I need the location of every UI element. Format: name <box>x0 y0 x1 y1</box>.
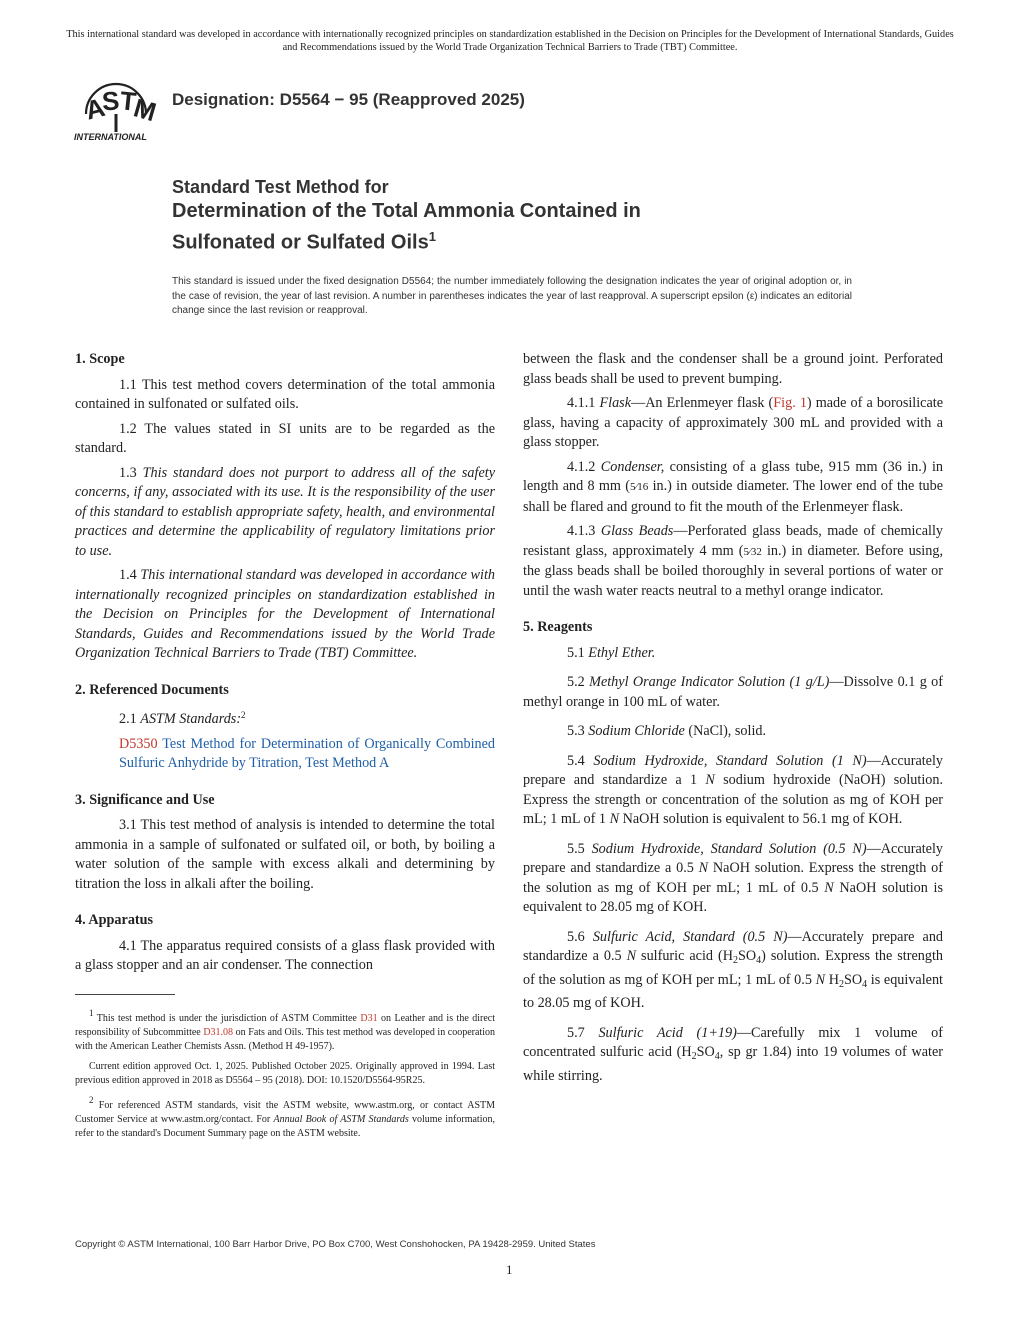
paragraph-1-3: 1.3 This standard does not purport to address all of the safety concerns, if any, associated with its use. It is the responsibility of the user of this standard to establish appropriate safety, health, and environmental practices and determine the applicability of regulatory limitations prior to use. <box>75 464 495 559</box>
subcommittee-d31-08-link[interactable]: D31.08 <box>203 1027 234 1039</box>
paragraph-5-1: 5.1 Ethyl Ether. <box>567 644 656 661</box>
paragraph-1-4: 1.4 This international standard was developed in accordance with internationally recognized principles on standardization established in the Decision on Principles for the Development of International Standards, Guides and Recommendations issued by the World Trade Organization Technical Barriers to Trade (TBT) Committee. <box>75 567 495 661</box>
paragraph-1-2: 1.2 The values stated in SI units are to be regarded as the standard. <box>75 420 495 456</box>
paragraph-4-1-3: 4.1.3 Glass Beads—Perforated glass beads, made of chemically resistant glass, approximately 4 mm (5⁄32 in.) in diameter. Before using, the glass beads shall be boiled thoroughly in several portions of water or until the wash water reacts neutral to a methyl orange indicator. <box>523 523 944 599</box>
paragraph-4-1-continued: between the flask and the condenser shall be a ground joint. Perforated glass beads shall be used to prevent bumping. <box>523 351 943 387</box>
d5350-link[interactable]: D5350 <box>119 735 158 752</box>
referenced-standard-d5350 <box>75 735 495 774</box>
paragraph-5-3: 5.3 Sodium Chloride (NaCl), solid. <box>567 723 767 739</box>
title-line-2: Determination of the Total Ammonia Contained in <box>172 200 641 222</box>
issued-note: This standard is issued under the fixed designation D5564; the number immediately following the designation indicates the year of original adoption or, in the case of revision, the year of last revision. A number in parentheses indicates the year of last reapproval. A superscript epsilon (ε) indicates an editorial change since the last revision or reapproval. <box>172 276 852 317</box>
paragraph-2-1: 2.1 ASTM Standards:$^2$ <box>119 710 246 727</box>
paragraph-5-4: 5.4 Sodium Hydroxide, Standard Solution (1 N)—Accurately prepare and standardize a 1 N sodium hydroxide (NaOH) solution. Express the strength or concentration of the solution as mg of KOH per mL; 1 mL of 1 N NaOH solution is equivalent to 56.1 mg of KOH. <box>523 752 944 827</box>
astm-logo-icon <box>72 74 164 146</box>
footnote-edition: Current edition approved Oct. 1, 2025. Published October 2025. Originally approved in 1994. Last previous edition approved in 2018 as D5564 – 95 (2018). DOI: 10.1520/D5564-95R25. <box>75 1060 495 1086</box>
title-line-1: Standard Test Method for <box>172 177 389 197</box>
committee-d31-link[interactable]: D31 <box>360 1013 378 1024</box>
section-heading-significance: 3. Significance and Use <box>75 791 215 808</box>
footnote-divider <box>75 994 175 995</box>
paragraph-5-7: 5.7 Sulfuric Acid (1+19)—Carefully mix 1 volume of concentrated sulfuric acid ($H_2SO_4$, sp gr 1.84) into 19 volumes of water while stirring. <box>523 1024 944 1084</box>
d5350-title-link[interactable]: Test Method for Determination of Organically Combined Sulfuric Anhydride by Titration, Test Method A <box>119 735 495 771</box>
figure-1-link[interactable]: Fig. 1 <box>773 395 807 411</box>
svg-text:M: M <box>130 92 160 128</box>
page-number: 1 <box>506 1262 513 1277</box>
international-standard-notice: This international standard was developed in accordance with internationally recognized principles on standardization established in the Decision on Principles for the Development of International Standards, Guides and Recommendations issued by the World Trade Organization Technical Barriers to Trade (TBT) Committee. <box>66 29 954 53</box>
paragraph-1-1: 1.1 This test method covers determination of the total ammonia contained in sulfonated or sulfated oils. <box>75 376 495 412</box>
paragraph-4-1: 4.1 The apparatus required consists of a glass flask provided with a glass stopper and an air condenser. The connection <box>75 937 495 973</box>
footnote-1: 1 This test method is under the jurisdiction of ASTM Committee D31 on Leather and is the direct responsibility of Subcommittee D31.08 on Fats and Oils. This test method was developed in cooperation with the American Leather Chemists Assn. (Method H 49-1957). <box>75 1008 496 1053</box>
designation: Designation: D5564 − 95 (Reapproved 2025) <box>172 90 525 109</box>
paragraph-5-2: 5.2 Methyl Orange Indicator Solution (1 g/L)—Dissolve 0.1 g of methyl orange in 100 mL of water. <box>523 674 943 710</box>
svg-text:T: T <box>118 85 138 117</box>
svg-text:A: A <box>82 91 108 126</box>
footnotes <box>75 1006 495 1147</box>
copyright: Copyright © ASTM International, 100 Barr Harbor Drive, PO Box C700, West Conshohocken, PA 19428-2959. United States <box>75 1239 596 1250</box>
paragraph-3-1: 3.1 This test method of analysis is intended to determine the total ammonia in a sample of sulfonated or sulfated oil, or both, by boiling a water solution of the sample with excess alkali and determining by titration the loss in alkali after the boiling. <box>75 817 495 892</box>
section-heading-reagents: 5. Reagents <box>523 619 593 635</box>
svg-text:S: S <box>100 85 121 117</box>
title-footnote-mark: 1 <box>428 229 436 244</box>
footnote-2: 2 For referenced ASTM standards, visit the ASTM website, www.astm.org, or contact ASTM Customer Service at www.astm.org/contact. For Annual Book of ASTM Standards volume information, refer to the standard's Document Summary page on the ASTM website. <box>75 1095 495 1140</box>
paragraph-4-1-1: 4.1.1 Flask—An Erlenmeyer flask (Fig. 1) made of a borosilicate glass, having a capacity of approximately 300 mL and provided with a glass stopper. <box>523 395 944 450</box>
paragraph-4-1-2: 4.1.2 Condenser, consisting of a glass tube, 915 mm (36 in.) in length and 8 mm (5⁄16 in.) in outside diameter. The lower end of the tube shall be flared and ground to fit the mouth of the Erlenmeyer flask. <box>523 458 943 515</box>
section-heading-referenced-documents: 2. Referenced Documents <box>75 681 229 698</box>
left-column <box>75 350 495 981</box>
section-heading-apparatus: 4. Apparatus <box>75 912 154 928</box>
paragraph-5-5: 5.5 Sodium Hydroxide, Standard Solution (0.5 N)—Accurately prepare and standardize a 0.5 N NaOH solution. Express the strength of the solution as mg of KOH per mL; 1 mL of 0.5 N NaOH solution is equivalent to 28.05 mg of KOH. <box>523 840 944 915</box>
document-title <box>172 176 932 256</box>
right-column <box>523 350 943 1091</box>
section-heading-scope: 1. Scope <box>75 351 125 367</box>
title-line-3: Sulfonated or Sulfated Oils <box>172 231 429 254</box>
paragraph-5-6: 5.6 Sulfuric Acid, Standard (0.5 N)—Accurately prepare and standardize a 0.5 N sulfuric acid $(H_2SO_4)$ solution. Express the strength of the solution as mg of KOH per mL; 1 mL of 0.5 N $H_2SO_4$ is equivalent to 28.05 mg of KOH. <box>523 928 944 1011</box>
astm-logo-subtitle: INTERNATIONAL <box>74 132 147 142</box>
